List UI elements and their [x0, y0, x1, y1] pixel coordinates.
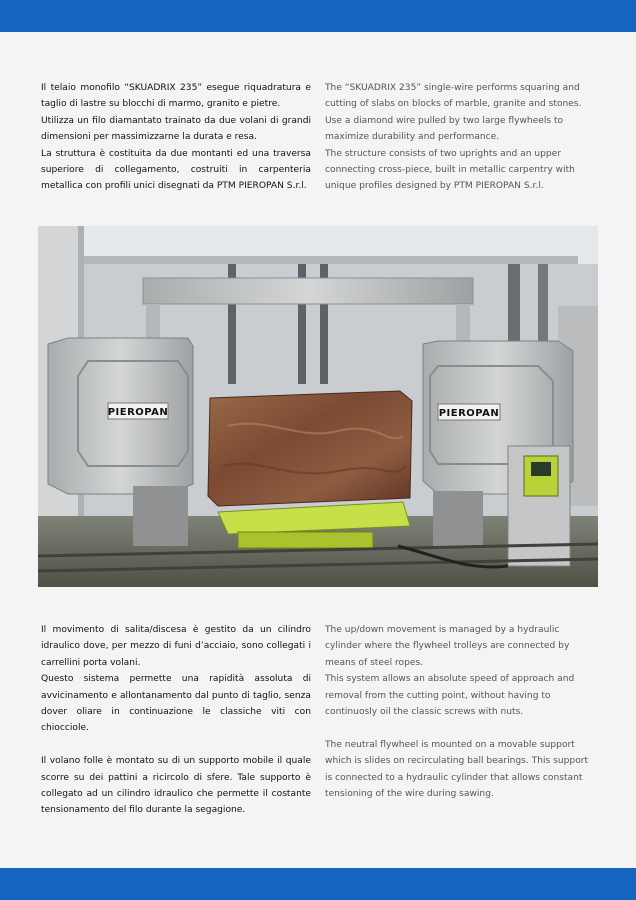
paragraph-spacer: [325, 720, 595, 736]
right-machine-label: PIEROPAN: [438, 408, 500, 419]
italian-movement-text: [41, 622, 311, 819]
italian-flywheel-paragraph: Il volano folle è montato su di un supporto mobile il quale scorre su dei pattini a ricircolo di sfere. Tale supporto è collegato ad un cilindro idraulico che permette il costante tensionamento del filo durante la segagione.: [41, 756, 311, 816]
italian-intro-paragraph: Utilizza un filo diamantato trainato da due volani di grandi dimensioni per massimizzarne la durata e resa.: [41, 115, 311, 143]
english-intro-paragraph: The “SKUADRIX 235” single-wire performs squaring and cutting of slabs on blocks of marble, granite and stones.: [325, 83, 582, 110]
english-flywheel-paragraph: The neutral flywheel is mounted on a movable support which is slides on recirculating ball bearings. This support is connected to a hydraulic cylinder that allows constant tensioning of the wire during sawing.: [325, 739, 589, 800]
left-machine-label: PIEROPAN: [107, 407, 169, 418]
italian-movement-paragraph: Il movimento di salita/discesa è gestito da un cilindro idraulico dove, per mezzo di funi d’acciaio, sono collegati i carrellini porta volani.: [41, 625, 311, 668]
italian-intro-paragraph: La struttura è costituita da due montanti ed una traversa superiore di collegamento, costruiti in carpenteria metallica con profili unici disegnati da PTM PIEROPAN S.r.l.: [41, 148, 311, 192]
english-movement-paragraph: The up/down movement is managed by a hydraulic cylinder where the flywheel trolleys are connected by means of steel ropes.: [325, 625, 570, 668]
english-intro-paragraph: Use a diamond wire pulled by two large flywheels to maximize durability and performance.: [325, 115, 564, 143]
header-band: [0, 0, 636, 32]
paragraph-spacer: [41, 737, 311, 753]
english-intro-paragraph: The structure consists of two uprights and an upper connecting cross-piece, built in metallic carpentry with unique profiles designed by PTM PIEROPAN S.r.l.: [325, 148, 575, 192]
italian-intro-paragraph: Il telaio monofilo “SKUADRIX 235” esegue riquadratura e taglio di lastre su blocchi di marmo, granito e pietre.: [41, 83, 311, 110]
footer-band: [0, 868, 636, 900]
italian-intro-text: [41, 80, 311, 195]
wire-saw-illustration: [38, 226, 598, 587]
english-intro-text: [325, 80, 595, 195]
italian-movement-paragraph: Questo sistema permette una rapidità assoluta di avvicinamento e allontanamento dal punto di taglio, senza dover oliare in continuazione le classiche viti con chiocciole.: [41, 674, 311, 734]
english-movement-text: [325, 622, 595, 802]
machine-photo: [38, 226, 598, 587]
english-movement-paragraph: This system allows an absolute speed of approach and removal from the cutting point, without having to continuosly oil the classic screws with nuts.: [325, 674, 575, 718]
